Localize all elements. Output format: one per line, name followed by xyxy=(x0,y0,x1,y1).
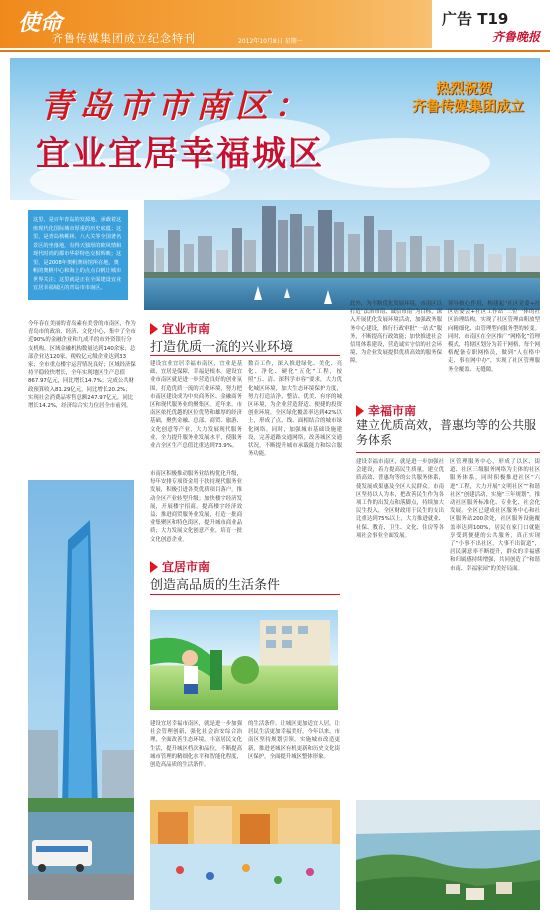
section-xingfu-text-a: 建设幸福市南区，就是进一步加强社会建设，着力提高民生质量，建立优质高效、普惠均等的公共服务体系，使发展成果惠及全区人民群众。市南区坚持以人为本，把改善民生作为各项工作的出发点和落脚点，持续加大民生投入，全区财政用于民生的支出比重达到75%以上，大力推进就业、社保、教育、卫生、文化、住房等各项社会事业全面发展。 xyxy=(356,459,444,539)
section-xingfu-header xyxy=(356,402,416,419)
aerial-illustration xyxy=(356,800,540,910)
red-triangle-icon xyxy=(150,561,158,573)
main-title-line1: 青岛市市南区： xyxy=(40,86,313,125)
plaza-illustration xyxy=(150,800,340,910)
section-yiye-text-b: 市南区积极推动服务业结构优化升级，每年安排专项资金用于扶持现代服务业发展，积极引进各类优质项目落户，推动全区产业转型升级；加快楼宇经济发展，开展楼宇招商，提高楼宇经济效益；推进商贸服务业发展，打造一批商业集聚区和特色街区，提升城市商业品质；大力发展文化创意产业，培育一批文化创意企业。 xyxy=(150,471,242,543)
header-logo: 使命 xyxy=(18,10,63,36)
tower-illustration xyxy=(28,480,134,900)
section-divider xyxy=(356,452,540,453)
greeting-line2: 齐鲁传媒集团成立 xyxy=(412,99,524,115)
page-header xyxy=(0,0,550,52)
section-yiye-text-c: 数百工作，深入推进绿化、美化、亮化、净化、硬化“五化”工程，按照“五、清、深科学市容”要求，大力优化城区环境，加大生态环境保护力度，努力打造洁净、整洁、优美、有序的城区环境，为企业营造舒适、便捷的投资创业环境。全区绿化覆盖率达到42%以上，形成了点、线、面相结合的城市绿化网络。同时，加强城市基础设施建设，完善道路交通网络，改善城区交通状况，不断提升城市承载能力和综合服务功能。 xyxy=(248,361,342,458)
intro-box: 这里，是百年青岛的发源地，承载着这座现代化国际城市厚重的历史底蕴；这里，是青岛核桃林、八大关等全国著名景区的坐落地，有得天独厚的欧风情和现代时尚的都市华彩特色交相辉映；这里，是2008年奥帆赛场馆所在地，奥帆的奥帆中心和海上的点点白帆让城市世界关注；这里就是正在全面建设宜业宜居幸福城区的青岛市市南区。 xyxy=(28,210,128,300)
section-divider xyxy=(150,355,340,356)
newspaper-name: 齐鲁晚报 xyxy=(492,30,541,44)
playground-photo xyxy=(150,610,338,710)
ad-page-label: 广告 T19 xyxy=(442,10,509,28)
section-yiye-text-e: 领导核心作用，构建起“社区党委+社区居委会+社区工作站”三位一体的社区治理结构，实现了社区管理由粗放型向精细化、由管理型向服务型的转变。同时，市南区在全区推广“网格化”管理模式，将辖区划分为若干网格，每个网格配备专职网格员，做到“人在格中走，事在网中办”，实现了社区管理服务全覆盖、无缝隙。 xyxy=(448,301,540,373)
section-yiju-header xyxy=(150,558,210,575)
section-yiye-subtitle: 打造优质一流的兴业环境 xyxy=(150,340,294,355)
section-yiye-text-d: 此外，为不断优化发展环境，市南区以打造“法治市南、诚信市南”为目标，深入开展优化发展环境活动，加强政务服务中心建设，推行行政审批“一站式”服务，不断提高行政效能；加快推进社会信用体系建设，营造诚实守信的社会环境，为企业发展提供优质高效的服务保障。 xyxy=(350,301,442,365)
cloud-shape xyxy=(310,138,490,188)
section-divider xyxy=(150,594,340,595)
greeting-line1: 热烈祝贺 xyxy=(436,81,492,97)
header-subtitle: 齐鲁传媒集团成立纪念特刊 xyxy=(52,32,196,45)
left-column-text: 今年春在美丽的青岛素有美誉的市南区，作为青岛市的政治、经济、文化中心，集中了全市近90%的金融企业和九成半的市外资银行分支机构，区域金融机构数量达到140余家；总部企业达120家，税收亿元级企业达到33家；全市重点楼宇运营情况良好；区域经济保持平稳较快增长，全年实现地区生产总值867.97亿元，同比增长14.7%；完成公共财政预算收入81.29亿元，同比增长20.2%；实现社会消费品零售总额247.97亿元，同比增长14.2%，经济综合实力位居全市前列。 xyxy=(28,321,136,410)
title-banner xyxy=(10,58,540,200)
plaza-photo xyxy=(150,800,340,910)
section-yiye-text-a: 建设宜业宜居幸福市南区，宜业是基础，宜居是保障，幸福是根本。建设宜业市南区就是进一步营造良好的创业氛围，打造优质一流的兴业环境，努力把市南区建设成为中央商务区、金融商务区和现代服务业的聚集区。近年来，市南区依托优越的区位优势和雄厚的经济基础，聚焦金融、总部、商贸、旅游、文化创意等产业，大力发展现代服务业，全力提升服务业发展水平，使服务业占全区生产总值比重达到73.9%。 xyxy=(150,361,242,450)
main-title-line2: 宜业宜居幸福城区 xyxy=(36,134,324,174)
section-xingfu-text-b: 区管理服务中心，形成了以区、街道、社区三级服务网络为主体的社区服务体系。同时积极推进社区“六进”工程，大力开展“文明社区”“和谐社区”创建活动，实施“三年规划”，推动社区服务标准化、专业化、社会化发展。全区已建成社区服务中心和社区服务站200余处，社区服务设施覆盖率达到100%，居民在家门口就能享受到便捷的公共服务，真正实现了“小事不出社区，大事不出街道”，居民满意率不断提升，群众的幸福感和归属感持续增强，共同创造了“和谐市南、幸福家园”的美好局面。 xyxy=(450,459,540,572)
section-yiju-subtitle: 创造高品质的生活条件 xyxy=(150,578,281,593)
section-xingfu-subtitle: 建立优质高效，普惠均等的公共服务体系 xyxy=(356,418,537,447)
city-skyline-photo xyxy=(144,200,540,310)
skyline-illustration xyxy=(144,200,540,310)
red-triangle-icon xyxy=(150,323,158,335)
header-divider xyxy=(0,50,550,52)
section-yiye-header xyxy=(150,320,210,337)
tower-photo xyxy=(28,480,134,900)
red-triangle-icon xyxy=(356,405,364,417)
section-xingfu-title: 幸福市南 xyxy=(368,404,417,418)
section-yiju-text-b: 的生活条件。让城区更加适宜人居，让居民生活更加幸福美好。今年以来，市南区坚持规划引领，实施城市改造更新，推进老城区有机更新和历史文化街区保护，全面提升城区整体形象。 xyxy=(248,721,340,760)
header-date: 2012年10月8日 星期一 xyxy=(238,38,303,45)
aerial-photo xyxy=(356,800,540,910)
section-yiju-text-a: 建设宜居幸福市南区，就是进一步加强社会管理创新，强化社会治安综合治理，全面改善生态环境，丰富居民文化生活，提升城区档次和品位，不断提高城市管理的精细化水平和智能化程度，创造高品质的生活条件。 xyxy=(150,721,242,769)
playground-illustration xyxy=(150,610,338,710)
section-yiye-title: 宜业市南 xyxy=(162,322,211,336)
section-yiju-title: 宜居市南 xyxy=(162,560,211,574)
